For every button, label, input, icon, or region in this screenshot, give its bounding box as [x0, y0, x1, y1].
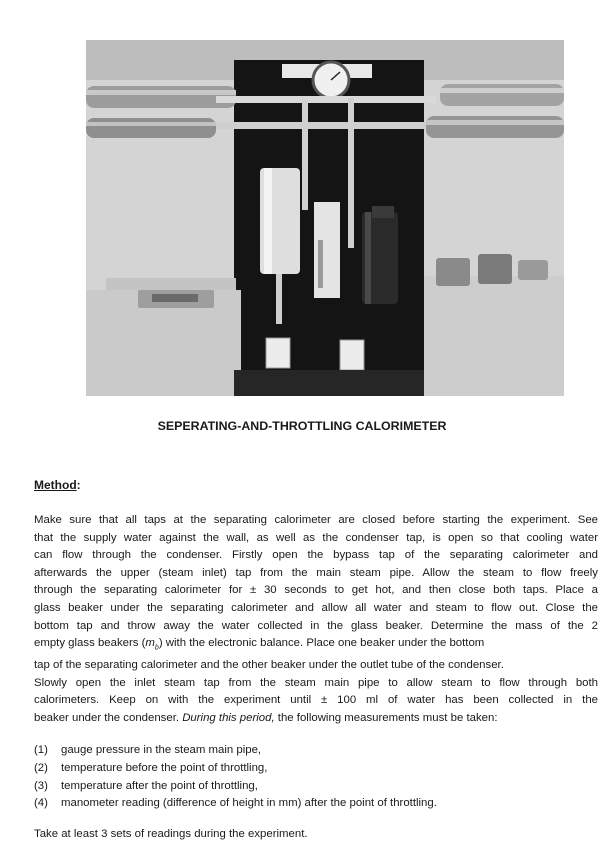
line-text: beaker under the condenser.	[34, 711, 183, 724]
line-text: the following measurements must be taken:	[274, 711, 498, 724]
paragraph-line-mass	[34, 635, 598, 657]
mass-variable: m	[145, 637, 155, 650]
paragraph-line: Make sure that all taps at the separating calorimeter are closed before starting the experiment. See	[34, 514, 598, 526]
paragraph-line: tap of the separating calorimeter and the other beaker under the outlet tube of the condenser.	[34, 659, 504, 672]
list-number: (4)	[34, 797, 48, 810]
method-heading-colon: :	[76, 478, 81, 492]
method-heading-label: Method	[34, 478, 77, 492]
paragraph-line: glass beaker under the separating calorimeter and allow all water and steam to flow out. Close the	[34, 601, 598, 614]
paragraph-line: can flow through the condenser. Firstly open the bypass tap of the separating calorimeter and	[34, 549, 598, 562]
line-text: ) with the electronic balance. Place one beaker under the bottom	[158, 637, 485, 650]
closing-instruction: Take at least 3 sets of readings during the experiment.	[34, 828, 308, 840]
list-number: (2)	[34, 761, 48, 774]
list-text: manometer reading (difference of height in mm) after the point of throttling.	[61, 797, 437, 810]
paragraph-line: calorimeters. Keep on with the experiment until ± 100 ml of water has been collected in the	[34, 694, 598, 707]
list-text: temperature after the point of throttling,	[61, 779, 258, 792]
method-heading	[34, 478, 81, 492]
line-text: empty glass beakers (	[34, 637, 146, 650]
list-text: temperature before the point of throttling,	[61, 761, 268, 774]
figure-caption: SEPERATING-AND-THROTTLING CALORIMETER	[157, 419, 447, 433]
apparatus-image	[86, 40, 564, 396]
paragraph-line: through the separating calorimeter for ± 30 seconds to get hot, and then close both taps. Place a	[34, 584, 598, 597]
list-item	[34, 742, 594, 760]
measurements-list	[34, 742, 594, 813]
method-paragraph	[34, 512, 598, 727]
list-item	[34, 760, 594, 778]
paragraph-line: afterwards the upper (steam inlet) tap from the main steam pipe. Allow the steam to flow freely	[34, 566, 598, 579]
calorimeter-apparatus-photo	[86, 40, 564, 396]
list-item	[34, 778, 594, 796]
list-text: gauge pressure in the steam main pipe,	[61, 744, 262, 756]
paragraph-line: that the supply water against the wall, as well as the condenser tap, is open so that cooling water	[34, 531, 598, 544]
mass-subscript: b	[154, 644, 159, 652]
paragraph-line: bottom tap and throw away the water collected in the glass beaker. Determine the mass of the 2	[34, 619, 598, 632]
paragraph-line-period	[34, 710, 598, 728]
paragraph-line: Slowly open the inlet steam tap from the steam main pipe to allow steam to flow through both	[34, 676, 598, 689]
list-number: (3)	[34, 779, 48, 792]
list-number: (1)	[34, 744, 48, 756]
period-emphasis: During this period,	[182, 711, 275, 724]
list-item	[34, 795, 594, 813]
